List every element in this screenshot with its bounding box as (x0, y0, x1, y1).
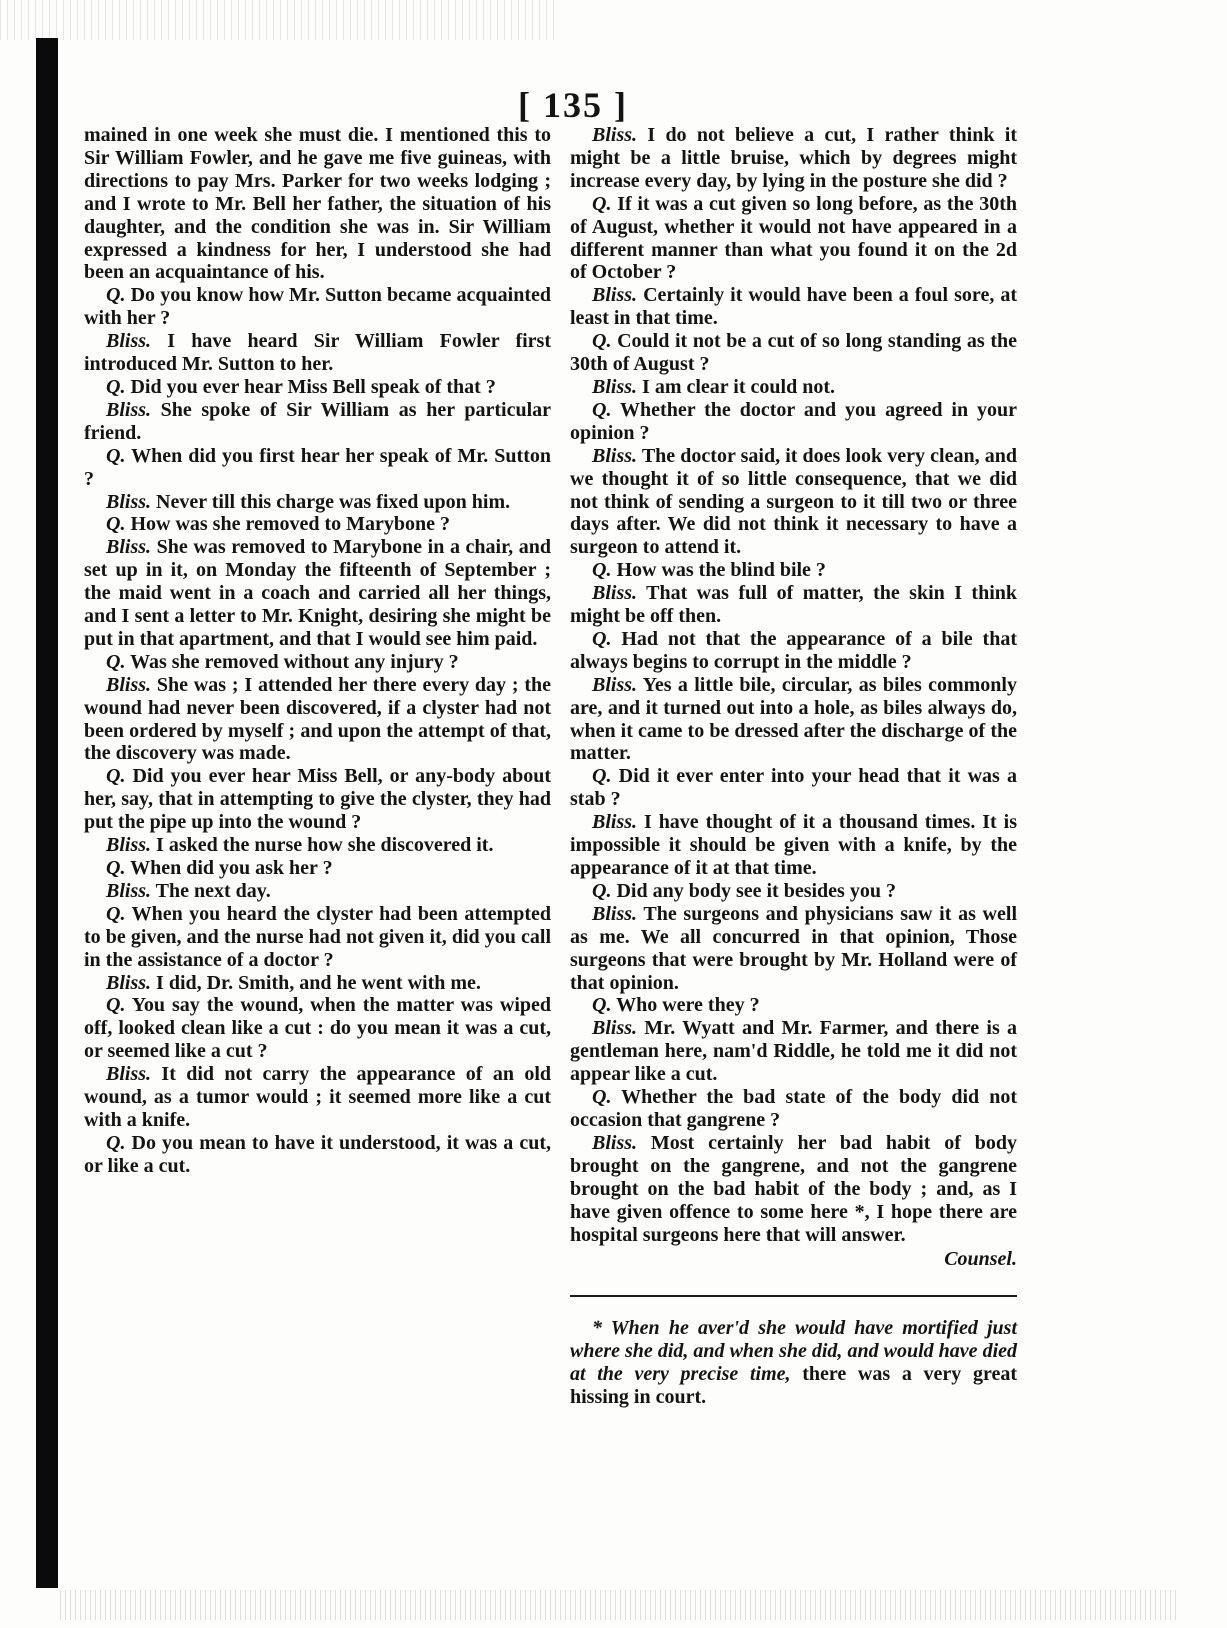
answer-paragraph (84, 972, 551, 995)
paragraph-text: Did any body see it besides you ? (616, 879, 896, 902)
speaker-question: Q. (592, 879, 612, 902)
answer-paragraph (570, 811, 1017, 880)
question-paragraph (570, 559, 1017, 582)
paragraph-text: It did not carry the appearance of an old wound, as a tumor would ; it seemed more like a cut with a knife. (84, 1063, 551, 1131)
question-paragraph (570, 193, 1017, 285)
question-paragraph (570, 765, 1017, 811)
paragraph-text: She was ; I attended her there every day ; the wound had never been discovered, if a clyster had not been ordered by myself ; and upon the attempt of that, the discovery was made. (84, 673, 551, 765)
footnote-rule (570, 1295, 1017, 1297)
answer-paragraph (570, 445, 1017, 560)
answer-paragraph (84, 1063, 551, 1132)
speaker-question: Q. (106, 857, 126, 879)
paragraph-text: When did you first hear her speak of Mr. Sutton ? (84, 444, 551, 490)
speaker-bliss: Bliss. (106, 673, 152, 696)
paragraph-text: You say the wound, when the matter was wiped off, looked clean like a cut : do you mean it was a cut, or seemed like a cut ? (84, 994, 551, 1063)
speaker-question: Q. (106, 284, 126, 307)
answer-paragraph (570, 1132, 1017, 1247)
paragraph-text: When you heard the clyster had been attempted to be given, and the nurse had not given it, did you call in the assistance of a doctor ? (84, 902, 552, 971)
signature: Counsel. (944, 1248, 1017, 1271)
paragraph-text: Did you ever hear Miss Bell speak of that ? (130, 375, 496, 398)
scan-speckle-top (0, 0, 560, 40)
answer-paragraph (570, 903, 1017, 995)
question-paragraph (84, 513, 551, 536)
right-column (570, 124, 1017, 1409)
paragraph-text: I do not believe a cut, I rather think it might be a little bruise, which by degrees might increase every day, by lying in the posture she did ? (570, 124, 1017, 192)
paragraph-text: The surgeons and physicians saw it as well as me. We all concurred in that opinion, Those surgeons that were brought by Mr. Holland were of that opinion. (570, 902, 1017, 994)
footnote-italic-text: * When he aver'd she would have mortified just where she did, and when she did, and would have died at the very precise time, (570, 1317, 1017, 1386)
paragraph-text: She was removed to Marybone in a chair, and set up in it, on Monday the fifteenth of September ; the maid went in a coach and carried all her things, and I sent a letter to Mr. Knight, desiring she might be put in that apartment, and that I would see him paid. (84, 536, 552, 650)
speaker-bliss: Bliss. (592, 444, 638, 467)
speaker-bliss: Bliss. (592, 375, 638, 398)
paragraph-text: Whether the doctor and you agreed in your opinion ? (570, 398, 1018, 444)
question-paragraph (84, 284, 551, 330)
speaker-question: Q. (106, 650, 126, 673)
answer-paragraph (570, 124, 1017, 193)
paragraph-text: Was she removed without any injury ? (130, 650, 459, 673)
speaker-question: Q. (106, 513, 126, 536)
paragraph-text: Could it not be a cut of so long standing as the 30th of August ? (570, 330, 1018, 376)
question-paragraph (84, 445, 551, 491)
paragraph-text: Do you mean to have it understood, it was a cut, or like a cut. (84, 1131, 551, 1177)
speaker-question: Q. (106, 375, 126, 398)
paragraph-text: Did it ever enter into your head that it was a stab ? (570, 765, 1017, 811)
paragraph-text: The next day. (155, 879, 271, 902)
answer-paragraph (84, 834, 551, 857)
paragraph-text: That was full of matter, the skin I think might be off then. (570, 582, 1018, 628)
answer-paragraph (84, 674, 551, 766)
page-number: [ 135 ] (518, 85, 628, 125)
left-column (84, 124, 551, 1178)
speaker-question: Q. (592, 330, 612, 353)
paragraph-text: I have thought of it a thousand times. It is impossible it should be given with a knife, by the appearance of it at that time. (570, 811, 1017, 879)
speaker-question: Q. (592, 994, 612, 1017)
paragraph-text: How was she removed to Marybone ? (130, 513, 451, 536)
answer-paragraph (570, 376, 1017, 399)
paragraph-text: If it was a cut given so long before, as the 30th of August, whether it would not have appeared in a different manner than what you found it on the 2d of October ? (570, 192, 1017, 284)
paragraph-text: Certainly it would have been a foul sore, at least in that time. (570, 284, 1018, 330)
answer-paragraph (570, 674, 1017, 766)
speaker-bliss: Bliss. (592, 1017, 638, 1040)
speaker-question: Q. (106, 902, 126, 925)
speaker-question: Q. (106, 994, 126, 1017)
speaker-bliss: Bliss. (592, 811, 638, 834)
speaker-question: Q. (592, 398, 612, 421)
speaker-bliss: Bliss. (106, 490, 152, 513)
question-paragraph (570, 880, 1017, 903)
answer-paragraph (84, 536, 551, 651)
speaker-bliss: Bliss. (106, 398, 152, 421)
question-paragraph (570, 330, 1017, 376)
speaker-question: Q. (592, 765, 612, 788)
paragraph-text: I am clear it could not. (642, 375, 835, 398)
speaker-bliss: Bliss. (592, 284, 638, 307)
paragraph-text: Never till this charge was fixed upon him. (156, 490, 511, 513)
question-paragraph (84, 857, 551, 880)
footnote (570, 1317, 1017, 1409)
paragraph-text: How was the blind bile ? (616, 559, 826, 582)
speaker-question: Q. (592, 559, 612, 582)
speaker-bliss: Bliss. (106, 879, 152, 902)
paragraph-text: Whether the bad state of the body did not occasion that gangrene ? (570, 1086, 1017, 1131)
speaker-bliss: Bliss. (106, 834, 152, 857)
paragraph-text: She spoke of Sir William as her particular friend. (84, 398, 552, 444)
question-paragraph (570, 399, 1017, 445)
question-paragraph (570, 628, 1017, 674)
right-column-text (570, 124, 1017, 1246)
answer-paragraph (84, 330, 551, 376)
continued-paragraph (84, 124, 551, 284)
footnote-roman-text: there was a very great hissing in court. (570, 1363, 1017, 1409)
speaker-bliss: Bliss. (592, 124, 638, 146)
speaker-bliss: Bliss. (592, 582, 638, 605)
book-spine-shadow (36, 38, 58, 1588)
speaker-bliss: Bliss. (592, 673, 638, 696)
paragraph-text: I have heard Sir William Fowler first introduced Mr. Sutton to her. (84, 330, 552, 376)
paragraph-text: The doctor said, it does look very clean, and we thought it of so little consequence, that we did not think of sending a surgeon to it till two or three days after. We did not think it necessary to have a surgeon to attend it. (570, 444, 1018, 559)
speaker-question: Q. (592, 627, 612, 650)
answer-paragraph (84, 399, 551, 445)
scan-speckle-bottom (60, 1590, 1180, 1620)
speaker-question: Q. (592, 192, 612, 215)
paragraph-text: Did you ever hear Miss Bell, or any-body about her, say, that in attempting to give the clyster, they had put the pipe up into the wound ? (84, 765, 552, 834)
speaker-bliss: Bliss. (106, 1063, 152, 1086)
question-paragraph (84, 1132, 551, 1178)
paragraph-text: I asked the nurse how she discovered it. (156, 834, 494, 857)
paragraph-text: Had not that the appearance of a bile that always begins to corrupt in the middle ? (570, 627, 1017, 673)
question-paragraph (84, 651, 551, 674)
paragraph-text: Mr. Wyatt and Mr. Farmer, and there is a gentleman here, nam'd Riddle, he told me it did not appear like a cut. (570, 1017, 1018, 1086)
speaker-bliss: Bliss. (592, 902, 638, 925)
answer-paragraph (570, 1017, 1017, 1086)
question-paragraph (84, 994, 551, 1063)
question-paragraph (84, 376, 551, 399)
question-paragraph (570, 994, 1017, 1017)
paragraph-text: When did you ask her ? (130, 857, 333, 879)
speaker-question: Q. (592, 1086, 612, 1109)
paragraph-text: Yes a little bile, circular, as biles commonly are, and it turned out into a hole, as biles always do, when it came to be dressed after the discharge of the matter. (570, 673, 1017, 765)
answer-paragraph (570, 582, 1017, 628)
paragraph-text: mained in one week she must die. I mentioned this to Sir William Fowler, and he gave me five guineas, with directions to pay Mrs. Parker for two weeks lodging ; and I wrote to Mr. Bell her father, the situation of his daughter, and the condition she was in. Sir William expressed a kindness for her, I understood she had been an acquaintance of his. (84, 124, 551, 284)
speaker-bliss: Bliss. (106, 971, 152, 994)
paragraph-text: Who were they ? (616, 994, 760, 1017)
paragraph-text: Do you know how Mr. Sutton became acquainted with her ? (84, 284, 551, 330)
speaker-bliss: Bliss. (106, 330, 152, 353)
question-paragraph (570, 1086, 1017, 1132)
speaker-question: Q. (106, 765, 126, 788)
question-paragraph (84, 765, 551, 834)
paragraph-text: I did, Dr. Smith, and he went with me. (156, 971, 481, 994)
question-paragraph (84, 903, 551, 972)
answer-paragraph (570, 284, 1017, 330)
answer-paragraph (84, 880, 551, 903)
speaker-bliss: Bliss. (106, 536, 152, 559)
paragraph-text: Most certainly her bad habit of body brought on the gangrene, and not the gangrene brought on the bad habit of the body ; and, as I have given offence to some here *, I hope there are hospital surgeons here that will answer. (570, 1131, 1017, 1246)
speaker-bliss: Bliss. (592, 1131, 638, 1154)
answer-paragraph (84, 491, 551, 514)
speaker-question: Q. (106, 1131, 126, 1154)
speaker-question: Q. (106, 444, 126, 467)
